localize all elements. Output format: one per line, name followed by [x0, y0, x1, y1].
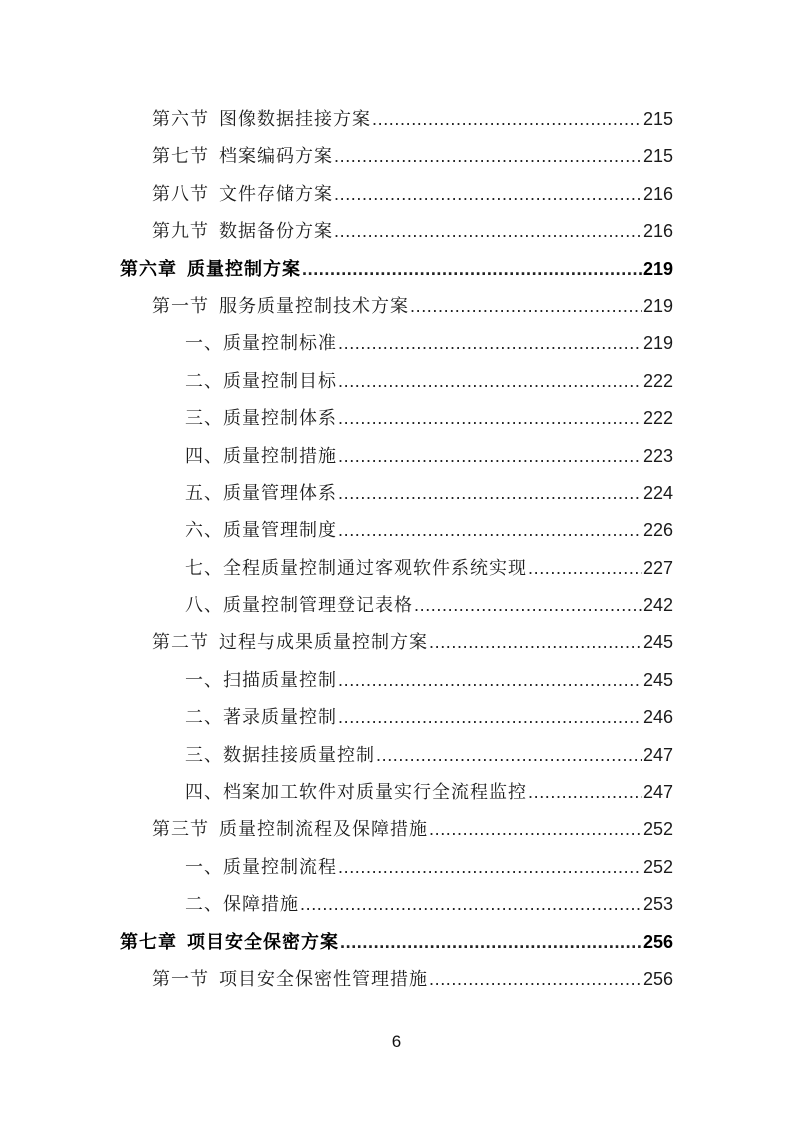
toc-entry-title: 第九节 数据备份方案 — [152, 221, 333, 243]
toc-entry-title: 第六节 图像数据挂接方案 — [152, 108, 371, 130]
toc-page-number: 245 — [642, 669, 673, 690]
page-number: 6 — [391, 1032, 402, 1051]
toc-entry[interactable] — [120, 849, 673, 886]
toc-entry-title: 三、质量控制体系 — [185, 408, 337, 430]
toc-page-number: 245 — [642, 632, 673, 653]
toc-page-number: 223 — [642, 445, 673, 466]
toc-entry-title: 六、质量管理制度 — [185, 520, 337, 542]
toc-page-number: 247 — [642, 782, 673, 803]
toc-page-number: 216 — [642, 183, 673, 204]
dot-leader — [302, 251, 642, 288]
toc-entry-title: 一、质量控制标准 — [185, 333, 337, 355]
toc-page-number: 256 — [642, 931, 673, 952]
dot-leader — [338, 400, 642, 437]
table-of-contents — [120, 101, 673, 998]
dot-leader — [410, 288, 642, 325]
toc-entry[interactable] — [120, 662, 673, 699]
toc-entry[interactable] — [120, 961, 673, 998]
toc-chapter-entry[interactable] — [120, 251, 673, 288]
toc-entry[interactable] — [120, 325, 673, 362]
toc-entry[interactable] — [120, 774, 673, 811]
toc-entry-title: 第二节 过程与成果质量控制方案 — [152, 632, 428, 654]
toc-page-number: 246 — [642, 707, 673, 728]
toc-page-number: 224 — [642, 482, 673, 503]
dot-leader — [338, 699, 642, 736]
toc-entry[interactable] — [120, 699, 673, 736]
toc-entry[interactable] — [120, 400, 673, 437]
dot-leader — [334, 213, 642, 250]
toc-entry[interactable] — [120, 475, 673, 512]
toc-entry-title: 一、扫描质量控制 — [185, 669, 337, 691]
toc-entry-title: 第七节 档案编码方案 — [152, 146, 333, 168]
toc-entry[interactable] — [120, 438, 673, 475]
toc-entry-title: 第一节 项目安全保密性管理措施 — [152, 968, 428, 990]
toc-page-number: 252 — [642, 819, 673, 840]
toc-entry-title: 七、全程质量控制通过客观软件系统实现 — [185, 557, 527, 579]
dot-leader — [528, 774, 642, 811]
toc-entry-title: 二、著录质量控制 — [185, 707, 337, 729]
toc-page-number: 219 — [642, 295, 673, 316]
dot-leader — [338, 363, 642, 400]
toc-entry-title: 第六章 质量控制方案 — [120, 258, 301, 280]
dot-leader — [334, 138, 642, 175]
toc-page-number: 219 — [642, 333, 673, 354]
toc-page-number: 216 — [642, 221, 673, 242]
toc-entry[interactable] — [120, 886, 673, 923]
toc-entry-title: 四、档案加工软件对质量实行全流程监控 — [185, 782, 527, 804]
toc-entry-title: 二、质量控制目标 — [185, 370, 337, 392]
toc-page-number: 227 — [642, 557, 673, 578]
toc-entry[interactable] — [120, 288, 673, 325]
toc-page-number: 215 — [642, 146, 673, 167]
toc-entry[interactable] — [120, 624, 673, 661]
dot-leader — [340, 924, 642, 961]
toc-entry-title: 第八节 文件存储方案 — [152, 183, 333, 205]
dot-leader — [338, 849, 642, 886]
toc-entry-title: 四、质量控制措施 — [185, 445, 337, 467]
dot-leader — [338, 662, 642, 699]
dot-leader — [334, 176, 642, 213]
toc-entry-title: 一、质量控制流程 — [185, 856, 337, 878]
dot-leader — [528, 550, 642, 587]
toc-entry-title: 五、质量管理体系 — [185, 482, 337, 504]
dot-leader — [300, 886, 642, 923]
dot-leader — [372, 101, 642, 138]
toc-page-number: 256 — [642, 968, 673, 989]
toc-page-number: 222 — [642, 370, 673, 391]
toc-chapter-entry[interactable] — [120, 924, 673, 961]
toc-page-number: 247 — [642, 744, 673, 765]
toc-entry-title: 二、保障措施 — [185, 894, 299, 916]
toc-entry-title: 八、质量控制管理登记表格 — [185, 595, 413, 617]
toc-page-number: 242 — [642, 595, 673, 616]
dot-leader — [338, 438, 642, 475]
toc-entry[interactable] — [120, 737, 673, 774]
dot-leader — [376, 737, 642, 774]
toc-page-number: 215 — [642, 108, 673, 129]
toc-entry[interactable] — [120, 587, 673, 624]
dot-leader — [414, 587, 642, 624]
toc-entry-title: 三、数据挂接质量控制 — [185, 744, 375, 766]
toc-entry[interactable] — [120, 550, 673, 587]
dot-leader — [429, 811, 642, 848]
toc-entry[interactable] — [120, 213, 673, 250]
toc-page-number: 219 — [642, 258, 673, 279]
toc-entry[interactable] — [120, 101, 673, 138]
toc-entry[interactable] — [120, 363, 673, 400]
toc-entry-title: 第三节 质量控制流程及保障措施 — [152, 819, 428, 841]
dot-leader — [338, 325, 642, 362]
toc-entry-title: 第七章 项目安全保密方案 — [120, 931, 339, 953]
dot-leader — [429, 624, 642, 661]
dot-leader — [429, 961, 642, 998]
toc-entry[interactable] — [120, 512, 673, 549]
toc-entry[interactable] — [120, 176, 673, 213]
toc-entry-title: 第一节 服务质量控制技术方案 — [152, 295, 409, 317]
dot-leader — [338, 475, 642, 512]
toc-page-number: 222 — [642, 408, 673, 429]
toc-entry[interactable] — [120, 811, 673, 848]
toc-page-number: 226 — [642, 520, 673, 541]
toc-entry[interactable] — [120, 138, 673, 175]
toc-page-number: 252 — [642, 856, 673, 877]
dot-leader — [338, 512, 642, 549]
toc-page-number: 253 — [642, 894, 673, 915]
